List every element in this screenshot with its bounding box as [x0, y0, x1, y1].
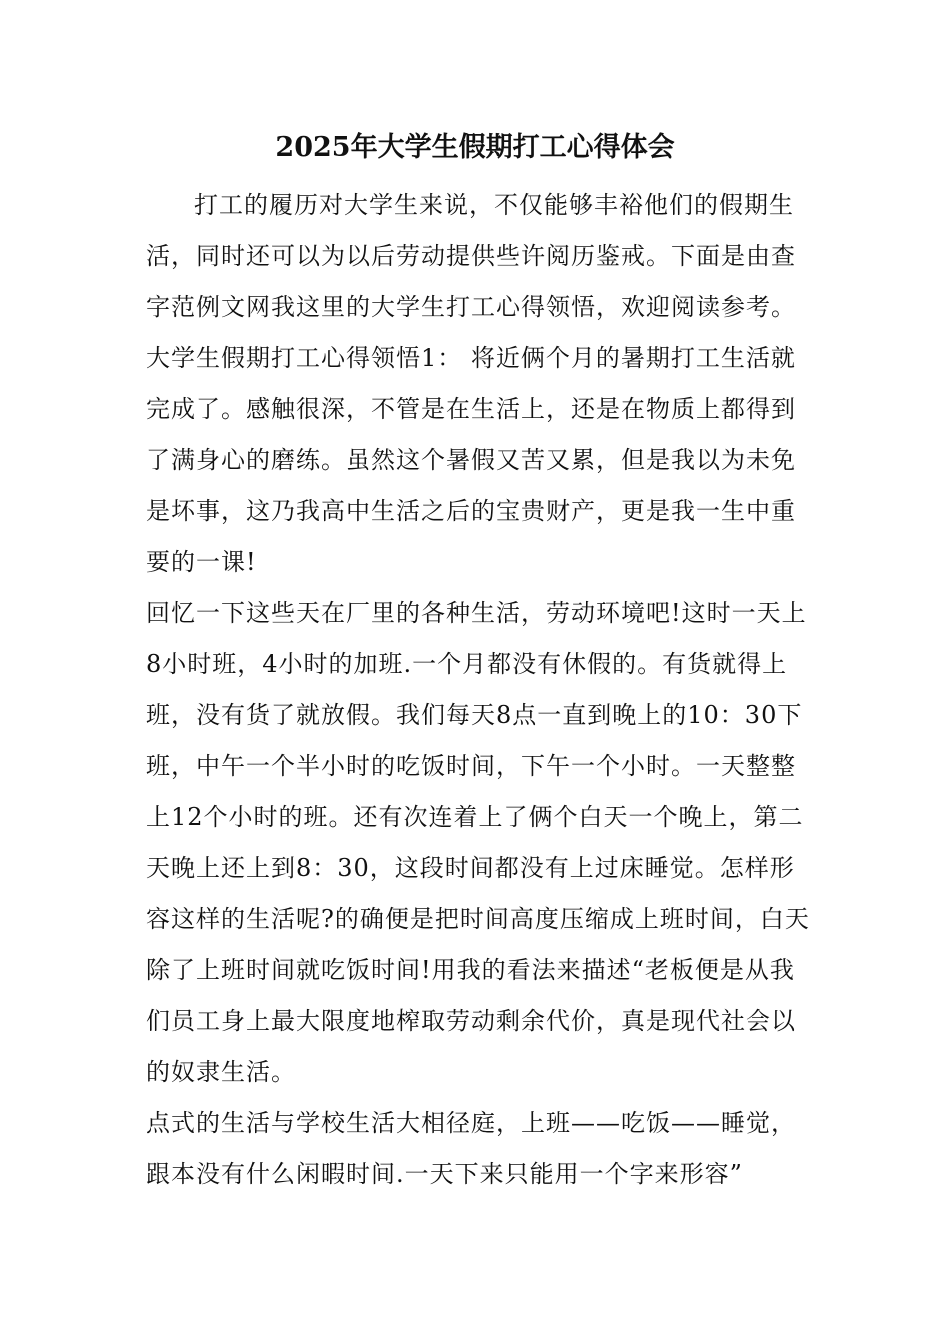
intro-paragraph: 打工的履历对大学生来说，不仅能够丰裕他们的假期生活，同时还可以为以后劳动提供些许阅历鉴戒。下面是由查字范例文网我这里的大学生打工心得领悟，欢迎阅读参考。	[146, 191, 796, 321]
document-body	[146, 180, 816, 1200]
body-paragraph-2: 回忆一下这些天在厂里的各种生活，劳动环境吧!这时一天上8小时班，4小时的加班.一个月都没有休假的。有货就得上班，没有货了就放假。我们每天8点一直到晚上的10：30下班，中午一个半小时的吃饭时间，下午一个小时。一天整整上12个小时的班。还有次连着上了俩个白天一个晚上，第二天晚上还上到8：30，这段时间都没有上过床睡觉。怎样形容这样的生活呢?的确便是把时间高度压缩成上班时间，白天除了上班时间就吃饭时间!用我的看法来描述“老板便是从我们员工身上最大限度地榨取劳动剩余代价，真是现代社会以的奴隶生活。	[146, 599, 810, 1086]
document-title: 2025年大学生假期打工心得体会	[275, 132, 675, 163]
body-paragraph-3: 点式的生活与学校生活大相径庭，上班——吃饭——睡觉，跟本没有什么闲暇时间.一天下来只能用一个字来形容”	[146, 1109, 796, 1188]
body-paragraph-1: 大学生假期打工心得领悟1： 将近俩个月的暑期打工生活就完成了。感触很深，不管是在生活上，还是在物质上都得到了满身心的磨练。虽然这个暑假又苦又累，但是我以为未免是坏事，这乃我高中生活之后的宝贵财产，更是我一生中重要的一课!	[146, 344, 796, 576]
